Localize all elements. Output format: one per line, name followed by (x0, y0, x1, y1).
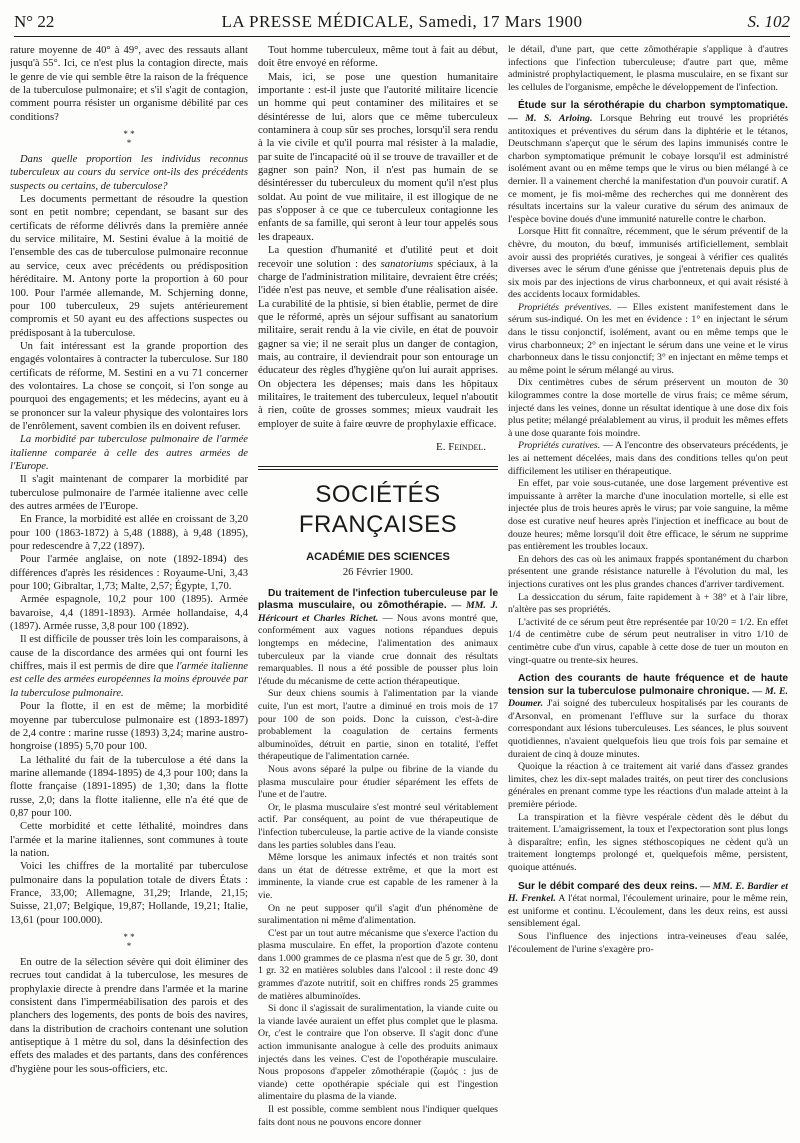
paragraph: Cette morbidité et cette léthalité, moindres dans l'armée et la marine italiennes, sont communes à toute la nation. (10, 821, 248, 859)
paragraph: Mais, ici, se pose une question humanitaire importante : est-il juste que l'autorité militaire licencie un homme qui peut contaminer des militaires et se désintéresse de lui, alors que ce même tuberculeux contaminera à coup sûr ses proches, lorsqu'il sera rendu à la vie civile et qu'il pourra mal résister à la maladie, par suite de l'incapacité où il se trouve de travailler et de gagner son pain? Non, il n'est pas humain de se désintéresser du tuberculeux du moment qu'il n'est plus soldat. Au point de vue militaire, il est illogique de ne pas s'opposer à ce que ce tuberculeux contagionne les enfants de sa famille, qui seront à leur tour appelés sous les drapeaux. (258, 71, 498, 243)
paragraph: En France, la morbidité est allée en croissant de 3,20 pour 100 (1863-1872) à 5,48 (1888), à 9,48 (1895), pour redescendre à 7,22 (1897). (10, 514, 248, 553)
paragraph-emphasis: sanatoriums (380, 258, 434, 270)
article-title: Sur le débit comparé des deux reins. (518, 880, 698, 892)
paragraph: Armée espagnole, 10,2 pour 100 (1895). Armée bavaroise, 4,4 (1891-1893). Armée hollandaise, 4,4 (1897). Armée russe, 3,8 pour 100 (1892). (10, 594, 248, 633)
article-authors: — MM. J. Héricourt et Charles Richet. (258, 600, 498, 624)
paragraph-text: spéciaux, à la charge de l'administration militaire, devraient être créés; l'idée n'est pas neuve, et semble d'une réalisation aisée. La curabilité de la phtisie, si bien établie, permet de dire que le réformé, après un séjour suffisant au sanatorium militaire, serait rendu à la vie civile, en état de pouvoir gagner sa vie; il ne serait plus un danger de contagion, mais, au contraire, il deviendrait pour son entourage un éducateur des règles d'hygiène qu'on lui aurait apprises. On objectera les dépenses; mais dans les hôpitaux militaires, le traitement des tuberculeux, lequel n'aboutit à rien, coûte de grosses sommes; mieux vaudrait les employer de suite à faire œuvre de prophylaxie efficace. (258, 258, 498, 430)
paragraph-text: Il est difficile de pousser très loin les comparaisons, à cause de la discordance des armées qui ont fourni les chiffres, mais il est permis de dire que (10, 634, 248, 673)
paragraph-emphasis: Propriétés préventives. (518, 301, 612, 313)
paragraph: Pour l'armée anglaise, on note (1892-1894) des différences d'après les résidences : Royaume-Uni, 3,43 pour 100; Gibraltar, 1,73; Malte, 2,57; Égypte, 1,70. (10, 554, 248, 593)
paragraph: Voici les chiffres de la mortalité par tuberculose pulmonaire dans la population totale de divers États : France, 33,00; Allemagne, 31,29; Irlande, 21,15; Suisse, 21,07; Belgique, 19,87; Hollande, 19,21; Italie, 13,61 (pour 100.000). (10, 861, 248, 926)
paragraph: rature moyenne de 40° à 49°, avec des ressauts allant jusqu'à 55°. Ici, ce n'est plus la contagion directe, mais le genre de vie qui semble être la raison de la fréquence de la tuberculose pulmonaire; et s'il s'agit de contagion, comment pourra résister un organisme débilité par ces conditions? (10, 45, 248, 123)
page-header (14, 12, 790, 32)
paragraph-emphasis: Propriétés curatives. (518, 440, 601, 452)
article-paragraph: La transpiration et la fièvre vespérale cèdent dès le début du traitement. L'amaigrissement, la toux et l'expectoration sont plus longs à disparaître; enfin, les signes stéthoscopiques ne cèdent qu'à un traitement longtemps prolongé et, quelquefois même, persistent, quoique atténués. (508, 811, 788, 873)
article-title: Étude sur la sérothérapie du charbon symptomatique. (518, 100, 788, 112)
section-asterisms: * * * (123, 129, 135, 149)
article-paragraph (508, 881, 788, 931)
paragraph-text: Lorsque Behring eut trouvé les propriétés antitoxiques et préventives du sérum dans la diphtérie et le tétanos, Deutschmann s'aperçut que le sérum des lapins immunisés contre le charbon symptomatique prémunit le cobaye lorsqu'il est administré isolément avant ou en même temps que le virus ou bien mélangé à ce dernier. Il a vainement cherché la manifestation d'un pouvoir curatif. A ce moment, je fis moi-même des recherches qui me donnèrent des résultats incertains sur la valeur curative du sérum des animaux de l'espèce bovine doués d'une immunité naturelle contre le charbon. (508, 112, 788, 225)
issue-number: N° 22 (14, 12, 55, 31)
paragraph: Tout homme tuberculeux, même tout à fait au début, doit être envoyé en réforme. (258, 45, 498, 70)
article-authors: — MM. E. Bardier et H. Frenkel. (508, 880, 788, 905)
paragraph-text: J'ai soigné des tuberculeux hospitalisés par les courants de d'Arsonval, en promenant l'effluve sur la surface du thorax correspondant aux lésions tuberculeuses. Les séances, le plus souvent quotidiennes, n'avaient quelquefois lieu que trois fois par semaine et duraient de cinq à douze minutes. (508, 698, 788, 760)
article-paragraph: Nous avons séparé la pulpe ou fibrine de la viande du plasma musculaire pour étudier séparément les effets de l'une et de l'autre. (258, 763, 498, 801)
paragraph-text: La question d'humanité et d'utilité peut et doit recevoir une solution : des (258, 245, 498, 270)
section-rule (258, 466, 498, 467)
subheading-question: Dans quelle proportion les individus reconnus tuberculeux au cours du service ont-ils des précédents suspects ou certains, de tuberculose? (10, 154, 248, 192)
article-paragraph: Sous l'influence des injections intra-veineuses d'eau salée, l'écoulement de l'urine s'exagère pro- (508, 930, 788, 955)
article-paragraph: C'est par un tout autre mécanisme que s'exerce l'action du plasma musculaire. En effet, la proportion d'azote contenu dans 1.000 grammes de ce plasma n'est que de 5 gr. 30, dont 1 gr. 32 en matières solubles dans l'alcool : il reste donc 49 grammes d'azote nutritif, soit en chiffres ronds 25 grammes de matières albuminoïdes. (258, 927, 498, 1002)
article-paragraph: On ne peut supposer qu'il s'agit d'un phénomène de suralimentation ni même d'alimentation. (258, 902, 498, 927)
article-paragraph (258, 588, 498, 689)
header-rule (14, 36, 790, 37)
article-paragraph: Or, le plasma musculaire s'est montré seul véritablement actif. Par conséquent, au point de vue thérapeutique de l'infection tuberculeuse, la partie active de la viande consiste dans les parties solubles dans l'eau. (258, 801, 498, 851)
article-paragraph (508, 302, 788, 378)
paragraph-text: — A l'encontre des observateurs précédents, je les ai nettement décelées, mais dans des conditions telles qu'on peut difficilement les utiliser en thérapeutique. (508, 440, 788, 477)
paragraph: La léthalité du fait de la tuberculose a été dans la marine allemande (1894-1895) de 4,3 pour 100; dans la flotte française (1891-1895) de 1,30; dans la flotte russe, 2,0; dans la flotte italienne, elle n'a été que de 0,87 pour 100. (10, 754, 248, 819)
paragraph (258, 244, 498, 431)
article-paragraph (508, 100, 788, 226)
paragraph: Il s'agit maintenant de comparer la morbidité par tuberculose pulmonaire de l'armée italienne avec celle des autres armées de l'Europe. (10, 474, 248, 512)
paragraph: Pour la flotte, il en est de même; la morbidité moyenne par tuberculose pulmonaire est (1893-1897) de 2,4 contre : marine russe (1893) 3,24; marine austro-hongroise (1895) 5,70 pour 100. (10, 701, 248, 753)
article-paragraph: Même lorsque les animaux infectés et non traités sont dans un état de détresse extrême, et que la mort est imminente, la viande crue est capable de les ramener à la vie. (258, 852, 498, 901)
article-paragraph: Dix centimètres cubes de sérum préservent un mouton de 30 kilogrammes contre la dose mortelle de virus frais; ce même sérum, injecté dans les veines, donne un résultat identique à une dose dix fois plus petite; mélangé préalablement au virus, il produit les mêmes effets à une dose quarante fois moindre. (508, 377, 788, 439)
paragraph-text: — Elles existent manifestement dans le sérum sus-indiqué. On les met en évidence : 1° en injectant le sérum dans le tissu conjonctif, isolément, avant ou en même temps que le virus charbonneux; 2° en injectant le sérum dans une veine et le virus charbonneux dans le tissu conjonctif; 3° en injectant en même temps et au même point le sérum mélangé au virus. (508, 301, 788, 376)
paragraph-emphasis: l'armée italienne est celle des armées européennes la moins éprouvée par la tuberculose pulmonaire. (10, 661, 248, 699)
paragraph (10, 633, 248, 700)
article-authors: — M. S. Arloing. (508, 112, 593, 124)
subheading-question: La morbidité par tuberculose pulmonaire de l'armée italienne comparée à celle des autres armées de l'Europe. (10, 434, 248, 472)
paragraph-text: A l'état normal, l'écoulement urinaire, pour le même rein, est uniforme et continu. L'écoulement, dans les deux reins, est aussi sensiblement égal. (508, 893, 788, 930)
article-paragraph: le détail, d'une part, que cette zômothérapie s'applique à d'autres infections que l'infection tuberculeuse; d'autre part que, même administré prophylactiquement, le plasma musculaire, en se fixant sur les cellules de l'organisme, empêche le développement de l'infection. (508, 44, 788, 93)
article-paragraph: Sur deux chiens soumis à l'alimentation par la viande cuite, l'un est mort, l'autre a diminué en trois mois de 17 pour 100 de son poids. Donc la cuisson, c'est-à-dire probablement la coagulation de certains ferments albuminoïdes, détruit en partie, sinon en totalité, l'effet thérapeutique de l'alimentation carnée. (258, 688, 498, 763)
article-paragraph: Il est possible, comme semblent nous l'indiquer quelques faits dont nous ne pouvons encore donner (258, 1104, 498, 1128)
column-3 (508, 44, 788, 1136)
paragraph: Les documents permettant de résoudre la question sont en petit nombre; cependant, se basant sur des certificats de réforme délivrés dans la première année du service militaire, M. Sestini évalue à la moitié de l'ensemble des cas de tuberculose pulmonaire reconnue au service, ceux avec précédents ou prédisposition héréditaire. M. Antony porte la proportion à 60 pour 100. Pour l'armée allemande, M. Schjerning donne, pour 100 tuberculeux, 29 sujets antérieurement compromis et 50 ayant eu des affections suspectes ou prédisposant à la tuberculose. (10, 194, 248, 339)
article-paragraph (508, 673, 788, 761)
paragraph: En outre de la sélection sévère qui doit éliminer des recrues tout candidat à la tuberculose, les mesures de prophylaxie directe à prendre dans l'armée et la marine consistent dans l'imperméabilisation des parois et des planchers des logements, des ponts de bois des navires, dans la distribution de crachoirs contenant une solution antiseptique à 1 mètre du sol, dans la désinfection des effets des malades et des partants, dans des conférences d'hygiène pour les sous-officiers, etc. (10, 957, 248, 1075)
paragraph-text: — Nous avons montré que, conformément aux vagues notions répandues depuis longtemps en médecine, l'alimentation des animaux tuberculeux par la viande crue donnait des résultats remarquables. Il nous a été possible de pousser plus loin l'étude du mécanisme de cette action thérapeutique. (258, 612, 498, 687)
article-paragraph: En dehors des cas où les animaux frappés spontanément du charbon présentent une grande résistance naturelle à l'évolution du mal, les injections curatives ont les plus grandes chances d'arriver tardivement. (508, 553, 788, 590)
article-paragraph: L'activité de ce sérum peut être représentée par 10/20 = 1/2. En effet 1/4 de centimètre cube de sérum peut neutraliser in vitro 1/10 de centimètre cube d'un virus, capable à cette dose de tuer un mouton en vingt-quatre ou trente-six heures. (508, 616, 788, 666)
article-authors: — M. E. Doumer. (508, 685, 788, 710)
article-paragraph: La dessiccation du sérum, faite rapidement à + 38° et à l'air libre, n'altère pas ses propriétés. (508, 591, 788, 616)
section-rule (258, 469, 498, 470)
section-asterisms: * * * (123, 932, 135, 951)
article-paragraph: Lorsque Hitt fit connaître, récemment, que le sérum préventif de la chèvre, du mouton, du bœuf, immunisés artificiellement, semblait avoir aussi des propriétés curatives, je songeai à vérifier ces qualités diverses avec le sérum d'une génisse que j'entretenais depuis plus de six mois par des injections de virus charbonneux, et qui avait résisté à des accidents locaux formidables. (508, 226, 788, 301)
masthead-title: LA PRESSE MÉDICALE, Samedi, 17 Mars 1900 (221, 12, 583, 31)
column-1 (10, 44, 248, 1136)
column-2 (258, 44, 498, 1136)
article-title: Du traitement de l'infection tuberculeuse par le plasma musculaire, ou zômothérapie. (258, 587, 498, 612)
article-paragraph (508, 440, 788, 478)
article-title: Action des courants de haute fréquence et de haute tension sur la tuberculose pulmonaire chronique. (508, 673, 788, 697)
author-signature: E. Feindel. (436, 440, 486, 453)
paragraph: Un fait intéressant est la grande proportion des engagés volontaires à contracter la tuberculose. Sur 180 certificats de réforme, M. Sestini en a vu 71 concerner des volontaires. La chose se conçoit, si l'on songe au pourquoi des engagements; et les médecins, ayant eu à se prononcer sur la valeur physique des volontaires lors de l'enrôlement, savent combien ils en doivent refuser. (10, 340, 248, 432)
article-paragraph: Si donc il s'agissait de suralimentation, la viande cuite ou la viande lavée auraient un effet plus complet que le plasma. Or, c'est le contraire que l'on observe. Il s'agit donc d'une action immunisante analogue à celle des produits animaux injectés dans les veines. C'est de l'opothérapie musculaire. Nous proposons d'appeler zômothérapie (ζωμός : jus de viande) cette opothérapie spéciale qui est l'ingestion alimentaire du plasma de la viande. (258, 1003, 498, 1103)
section-title: SOCIÉTÉS FRANÇAISES (298, 481, 458, 539)
page-number: S. 102 (747, 12, 790, 31)
society-name: ACADÉMIE DES SCIENCES (306, 551, 450, 564)
article-paragraph: Quoique la réaction à ce traitement ait varié dans d'assez grandes limites, chez les dix-sept malades traités, on peut tirer des conclusions générales en prenant comme type les réactions d'un malade atteint à la première période. (508, 761, 788, 811)
article-paragraph: En effet, par voie sous-cutanée, une dose largement préventive est impuissante à arrêter la marche d'une inoculation mortelle, si elle est injectée plus de trois heures après le virus; par voie sanguine, la même dose est curative neuf heures après l'injection et inefficace au bout de douze heures; même lorsqu'il doit être efficace, le sérum ne supprime pas entièrement les troubles locaux. (508, 478, 788, 553)
meeting-date: 26 Février 1900. (342, 567, 414, 579)
